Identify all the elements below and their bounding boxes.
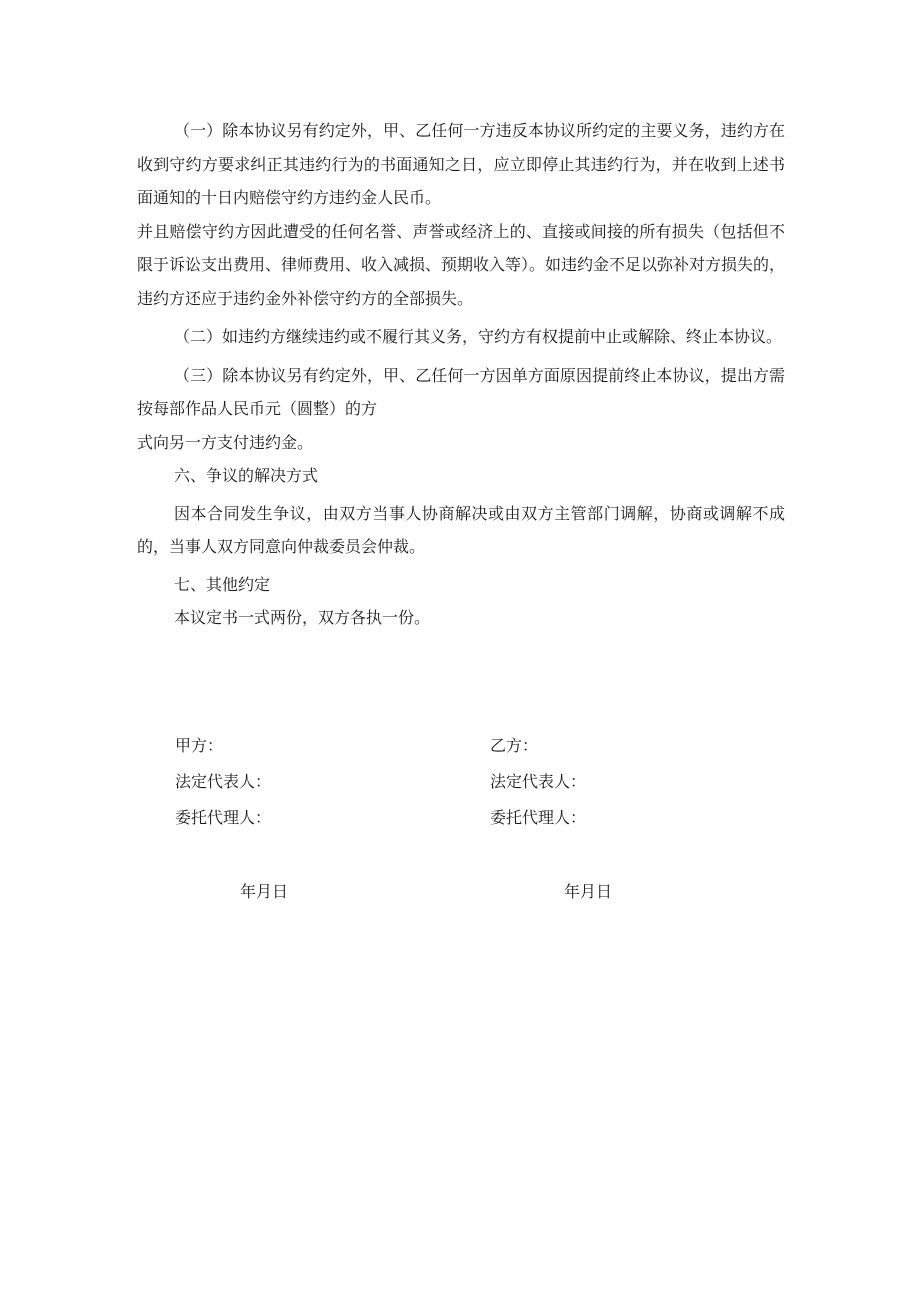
clause-3-paragraph: （三）除本协议另有约定外，甲、乙任何一方因单方面原因提前终止本协议，提出方需按每部作品人民币元（圆整）的方: [137, 365, 785, 418]
party-b-legal-rep-label: 法定代表人：: [490, 772, 587, 791]
party-b-date: 年月日: [564, 882, 613, 901]
party-a-agent-label: 委托代理人：: [175, 808, 272, 827]
party-b-agent-label: 委托代理人：: [490, 808, 587, 827]
party-b-signature-block: [490, 728, 586, 836]
clause-2-paragraph: （二）如违约方继续违约或不履行其义务，守约方有权提前中止或解除、终止本协议。: [174, 327, 783, 346]
party-a-date: 年月日: [240, 882, 289, 901]
section-6-heading: 六、争议的解决方式: [174, 466, 319, 485]
party-a-signature-block: [175, 728, 271, 836]
section-7-body: 本议定书一式两份，双方各执一份。: [174, 608, 431, 627]
party-b-label: 乙方：: [490, 736, 539, 755]
party-a-legal-rep-label: 法定代表人：: [175, 772, 272, 791]
clause-1-paragraph: （一）除本协议另有约定外，甲、乙任何一方违反本协议所约定的主要义务，违约方在收到守约方要求纠正其违约行为的书面通知之日，应立即停止其违约行为，并在收到上述书面通知的十日内赔偿守约方违约金人民币。: [137, 121, 785, 207]
document-body: [137, 114, 785, 635]
clause-3-continuation: 式向另一方支付违约金。: [137, 432, 314, 452]
section-6-body: 因本合同发生争议，由双方当事人协商解决或由双方主管部门调解，协商或调解不成的，当事人双方同意向仲裁委员会仲裁。: [137, 503, 785, 556]
clause-1-continuation: 并且赔偿守约方因此遭受的任何名誉、声誉或经济上的、直接或间接的所有损失（包括但不限于诉讼支出费用、律师费用、收入减损、预期收入等）。如违约金不足以弥补对方损失的，违约方还应于违约金外补偿守约方的全部损失。: [137, 221, 786, 308]
party-a-label: 甲方：: [175, 736, 224, 755]
section-7-heading: 七、其他约定: [174, 574, 271, 594]
